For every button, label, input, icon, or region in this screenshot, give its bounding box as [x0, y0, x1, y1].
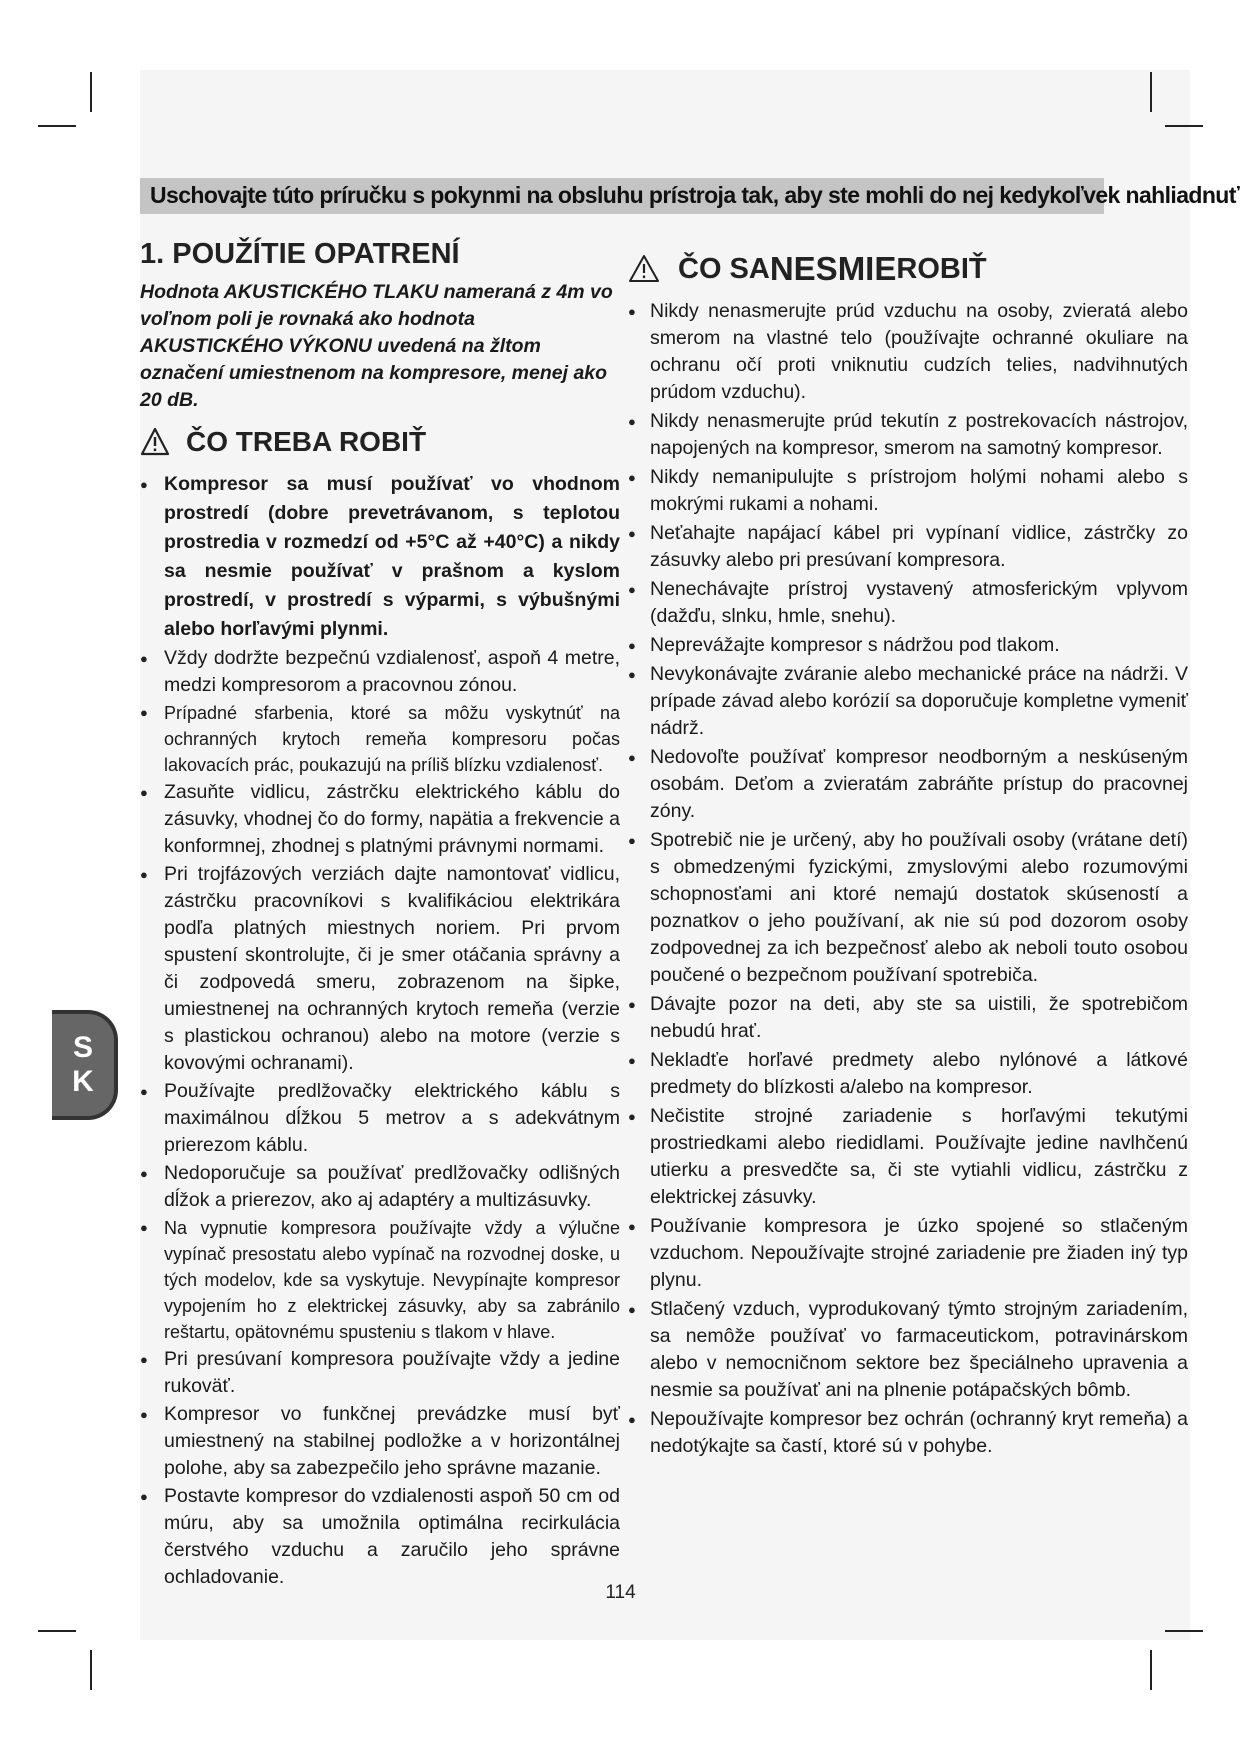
- section-title: 1. POUŽÍTIE OPATRENÍ: [140, 238, 460, 270]
- list-item: ● Nečistite strojné zariadenie s horľavými tekutými prostriedkami alebo riedidlami. Používajte jedine navlhčenú utierku a presvedčte sa, či ste vytiahli vidlicu, zástrčku z elektrickej zásuvky.: [628, 1103, 1188, 1211]
- list-item: ● Nevykonávajte zváranie alebo mechanické práce na nádrži. V prípade závad alebo korózií sa doporučuje kompletne vymeniť nádrž.: [628, 661, 1188, 742]
- list-item: ● Zasuňte vidlicu, zástrčku elektrického káblu do zásuvky, vhodnej čo do formy, napätia a frekvencie a konformnej, zhodnej s platnými právnymi normami.: [140, 779, 620, 860]
- list-item: ● Nikdy nemanipulujte s prístrojom holými nohami alebo s mokrými rukami a nohami.: [628, 464, 1188, 518]
- dont-list: [628, 298, 1188, 1460]
- language-tab-letter: S: [72, 1031, 93, 1064]
- list-item: ● Na vypnutie kompresora používajte vždy a výlučne vypínač presostatu alebo vypínač na rozvodnej doske, u tých modelov, kde sa vyskytuje. Nevypínajte kompresor vypojením ho z elektrickej zásuvky, aby sa zabránilo reštartu, opätovnému spusteniu s tlakom v hlave.: [140, 1215, 620, 1345]
- do-heading: [140, 426, 620, 458]
- list-item: ● Nekladťe horľavé predmety alebo nylónové a látkové predmety do blízkosti a/alebo na kompresor.: [628, 1047, 1188, 1101]
- dont-heading: [628, 250, 1188, 288]
- do-heading-text: ČO TREBA ROBIŤ: [186, 426, 427, 457]
- list-item: ● Kompresor sa musí používať vo vhodnom prostredí (dobre prevetrávanom, s teplotou prostredia v rozmedzí od +5°C až +40°C) a nikdy sa nesmie používať v prašnom a kyslom prostredí, v prostredí s výparmi, s výbušnými alebo horľavými plynmi.: [140, 470, 620, 644]
- crop-mark: [1165, 1630, 1203, 1632]
- crop-mark: [1165, 125, 1203, 127]
- language-tab-letter: K: [72, 1065, 94, 1098]
- right-column: [628, 238, 1188, 1462]
- page-number: 114: [605, 1582, 636, 1603]
- keep-manual-banner: Uschovajte túto príručku s pokynmi na obsluhu prístroja tak, aby ste mohli do nej kedykoľvek nahliadnuť: [140, 178, 1104, 214]
- list-item: ● Nikdy nenasmerujte prúd tekutín z postrekovacích nástrojov, napojených na kompresor, smerom na samotný kompresor.: [628, 408, 1188, 462]
- list-item: ● Používanie kompresora je úzko spojené so stlačeným vzduchom. Nepoužívajte strojné zariadenie pre žiaden iný typ plynu.: [628, 1213, 1188, 1294]
- list-item: ● Nenechávajte prístroj vystavený atmosferickým vplyvom (dažďu, slnku, hmle, snehu).: [628, 576, 1188, 630]
- list-item: ● Nedovoľte používať kompresor neodborným a neskúseným osobám. Deťom a zvieratám zabráňte prístup do pracovnej zóny.: [628, 744, 1188, 825]
- left-column: [140, 238, 620, 1592]
- language-tab: [52, 1010, 118, 1120]
- crop-mark: [38, 125, 76, 127]
- dont-heading-pre: ČO SA: [678, 252, 770, 285]
- list-item: ● Spotrebič nie je určený, aby ho používali osoby (vrátane detí) s obmedzenými fyzickými, zmyslovými alebo rozumovými schopnosťami ani ktoré nemajú dostatok skúseností a poznatkov o jeho používaní, ak nie sú pod dozorom osoby zodpovednej za ich bezpečnosť alebo ak neboli touto osobou poučené o bezpečnom používaní spotrebiča.: [628, 827, 1188, 989]
- crop-mark: [1150, 72, 1152, 112]
- list-item: ● Používajte predlžovačky elektrického káblu s maximálnou dĺžkou 5 metrov a s adekvátnym prierezom káblu.: [140, 1078, 620, 1159]
- list-item: ● Postavte kompresor do vzdialenosti aspoň 50 cm od múru, aby sa umožnila optimálna recirkulácia čerstvého vzduchu a zaručilo jeho správne ochladovanie.: [140, 1483, 620, 1591]
- crop-mark: [90, 1650, 92, 1690]
- list-item: ● Pri trojfázových verziách dajte namontovať vidlicu, zástrčku pracovníkovi s kvalifikáciou elektrikára podľa platných miestnych noriem. Pri prvom spustení skontrolujte, či je smer otáčania správny a či zodpovedá smeru, zobrazenom na šipke, umiestnenej na ochranných krytoch remeňa (verzie s plastickou ochranou) alebo na motore (verzie s kovovými ochranami).: [140, 861, 620, 1077]
- warning-icon: [140, 427, 170, 457]
- acoustic-note: Hodnota AKUSTICKÉHO TLAKU nameraná z 4m vo voľnom poli je rovnaká ako hodnota AKUSTICKÉHO VÝKONU uvedená na žltom označení umiestnenom na kompresore, menej ako 20 dB.: [140, 281, 613, 411]
- list-item: ● Pri presúvaní kompresora používajte vždy a jedine rukoväť.: [140, 1346, 620, 1400]
- warning-icon: [628, 254, 660, 284]
- crop-mark: [1150, 1650, 1152, 1690]
- crop-mark: [38, 1630, 76, 1632]
- do-list: [140, 470, 620, 1591]
- dont-heading-emphasis: NESMIE: [769, 250, 897, 287]
- list-item: ● Kompresor vo funkčnej prevádzke musí byť umiestnený na stabilnej podložke a v horizontálnej polohe, aby sa zabezpečilo jeho správne mazanie.: [140, 1401, 620, 1482]
- list-item: ● Stlačený vzduch, vyprodukovaný týmto strojným zariadením, sa nemôže používať vo farmaceutickom, potravinárskom alebo v nemocničnom sektore bez špeciálneho upravenia a nesmie sa používať ani na plnenie potápačských bômb.: [628, 1296, 1188, 1404]
- list-item: ● Neprevážajte kompresor s nádržou pod tlakom.: [628, 632, 1188, 659]
- crop-mark: [90, 72, 92, 112]
- list-item: ● Nikdy nenasmerujte prúd vzduchu na osoby, zvieratá alebo smerom na vlastné telo (používajte ochranné okuliare na ochranu očí proti vniknutiu cudzích telies, nadvihnutých prúdom vzduchu).: [628, 298, 1188, 406]
- list-item: ● Vždy dodržte bezpečnú vzdialenosť, aspoň 4 metre, medzi kompresorom a pracovnou zónou.: [140, 645, 620, 699]
- dont-heading-post: ROBIŤ: [896, 252, 987, 285]
- list-item: ● Dávajte pozor na deti, aby ste sa uistili, že spotrebičom nebudú hrať.: [628, 991, 1188, 1045]
- list-item: ● Neťahajte napájací kábel pri vypínaní vidlice, zástrčky zo zásuvky alebo pri presúvaní kompresora.: [628, 520, 1188, 574]
- list-item: ● Nedoporučuje sa používať predlžovačky odlišných dĺžok a prierezov, ako aj adaptéry a multizásuvky.: [140, 1160, 620, 1214]
- list-item: ● Prípadné sfarbenia, ktoré sa môžu vyskytnúť na ochranných krytoch remeňa kompresoru počas lakovacích prác, poukazujú na príliš blízku vzdialenosť.: [140, 700, 620, 778]
- list-item: ● Nepoužívajte kompresor bez ochrán (ochranný kryt remeňa) a nedotýkajte sa častí, ktoré sú v pohybe.: [628, 1406, 1188, 1460]
